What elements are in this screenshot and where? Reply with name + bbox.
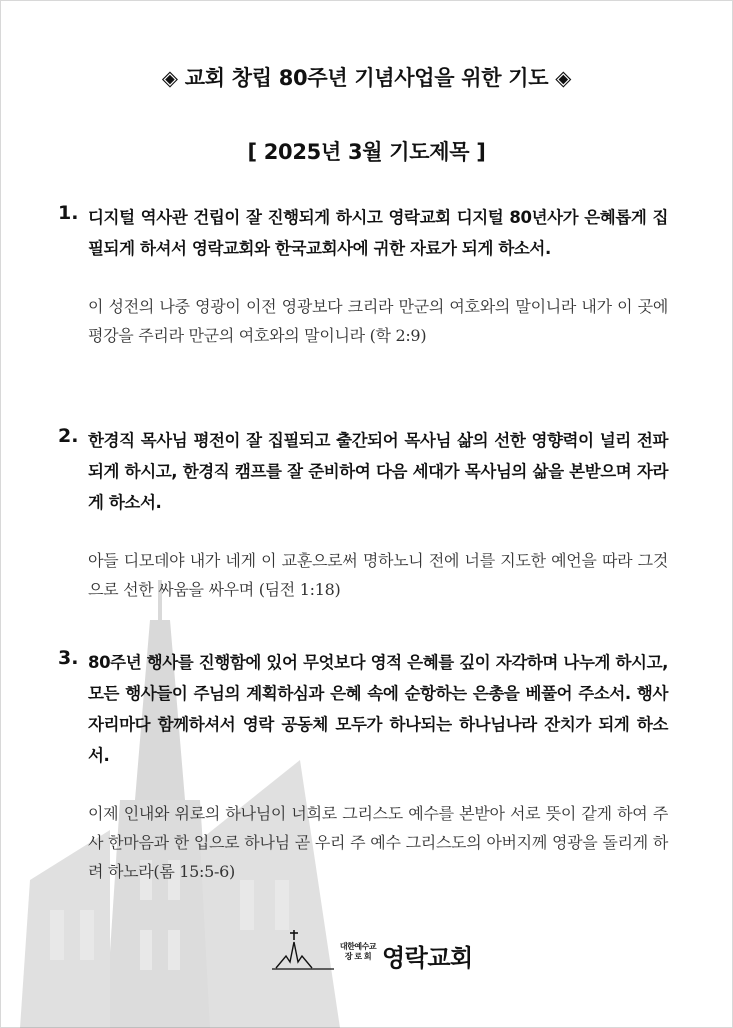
prayer-number: 2. bbox=[58, 425, 79, 447]
scripture-verse: 이 성전의 나중 영광이 이전 영광보다 크리라 만군의 여호와의 말이니라 내가 이 곳에 평강을 주리라 만군의 여호와의 말이니라 (학 2:9) bbox=[88, 297, 668, 345]
scripture-verse: 아들 디모데야 내가 네게 이 교훈으로써 명하노니 전에 너를 지도한 예언을 따라 그것으로 선한 싸움을 싸우며 (딤전 1:18) bbox=[88, 551, 668, 599]
prayer-item bbox=[58, 647, 668, 886]
denomination-label bbox=[338, 942, 378, 962]
prayer-text: 디지털 역사관 건립이 잘 진행되게 하시고 영락교회 디지털 80년사가 은혜롭게 집필되게 하셔서 영락교회와 한국교회사에 귀한 자료가 되게 하소서. bbox=[88, 208, 668, 258]
prayer-item bbox=[58, 425, 668, 604]
prayer-text: 한경직 목사님 평전이 잘 집필되고 출간되어 목사님 삶의 선한 영향력이 널리 전파되게 하시고, 한경직 캠프를 잘 준비하여 다음 세대가 목사님의 삶을 본받으며 자라게 하소서. bbox=[88, 431, 668, 512]
prayer-number: 1. bbox=[58, 202, 79, 224]
denomination-line1: 대한예수교 bbox=[339, 942, 377, 951]
church-name: 영락교회 bbox=[382, 944, 473, 972]
prayer-number: 3. bbox=[58, 647, 79, 669]
page-subtitle: [ 2025년 3월 기도제목 ] bbox=[247, 140, 486, 164]
scripture-verse: 이제 인내와 위로의 하나님이 너희로 그리스도 예수를 본받아 서로 뜻이 같게 하여 주사 한마음과 한 입으로 하나님 곧 우리 주 예수 그리스도의 아버지께 영광을 돌리게 하려 하노라(롬 15:5-6) bbox=[88, 804, 668, 881]
church-cross-icon bbox=[272, 928, 334, 972]
prayer-item bbox=[58, 202, 668, 350]
prayer-text: 80주년 행사를 진행함에 있어 무엇보다 영적 은혜를 깊이 자각하며 나누게 하시고, 모든 행사들이 주님의 계획하심과 은혜 속에 순항하는 은총을 베풀어 주소서. 행사 자리마다 함께하셔서 영락 공동체 모두가 하나되는 하나님나라 잔치가 되게 하소서. bbox=[88, 653, 668, 765]
page-title: ◈ 교회 창립 80주년 기념사업을 위한 기도 ◈ bbox=[161, 66, 572, 90]
church-logo bbox=[272, 928, 502, 972]
denomination-line2: 장 로 회 bbox=[344, 952, 372, 961]
